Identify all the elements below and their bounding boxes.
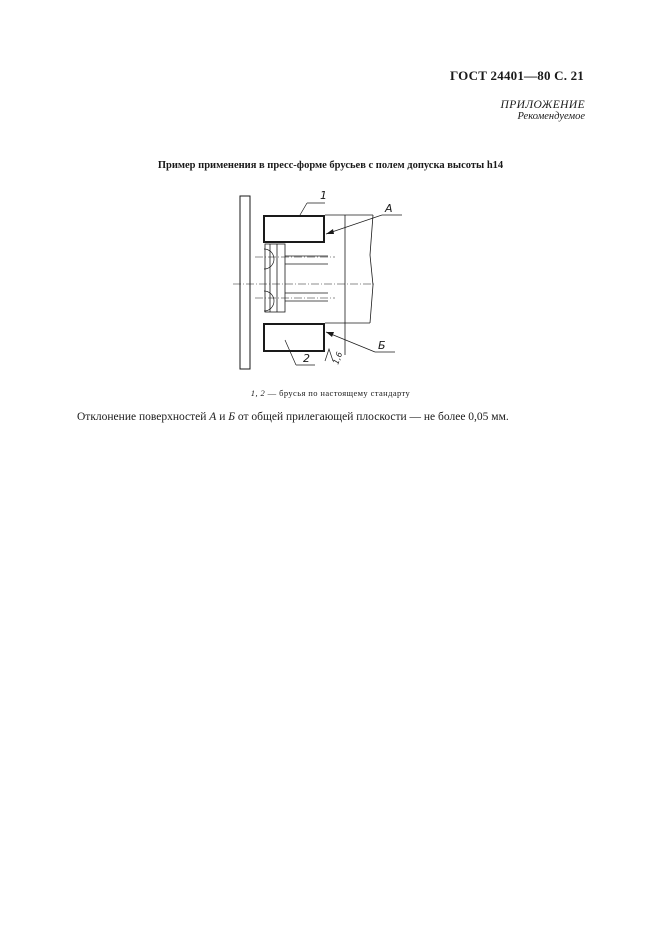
pin-arc-top	[264, 249, 274, 269]
pin-features	[264, 249, 328, 311]
bar-1	[264, 216, 324, 242]
appendix-block	[501, 100, 585, 122]
appendix-label: ПРИЛОЖЕНИЕ	[500, 99, 585, 111]
label-b: Б	[378, 339, 386, 352]
figure-caption	[0, 388, 661, 398]
leader-1	[300, 203, 307, 215]
break-line	[370, 215, 373, 323]
caption-text: — брусья по настоящему стандарту	[265, 388, 411, 398]
label-a: А	[385, 202, 393, 215]
central-block	[265, 244, 285, 312]
figure-title: Пример применения в пресс-форме брусьев с полем допуска высоты h14	[157, 160, 504, 171]
central-block-rect	[265, 244, 285, 312]
note-surface-b: Б	[228, 411, 236, 423]
leader-2	[285, 340, 296, 365]
mold-plate	[240, 196, 250, 369]
arrow-a	[326, 229, 334, 234]
pin-arc-bottom	[264, 291, 274, 311]
page-header-code: ГОСТ 24401—80 С. 21	[450, 68, 584, 83]
caption-parts: 1, 2	[250, 388, 266, 398]
press-mold-drawing	[225, 185, 410, 380]
appendix-status: Рекомендуемое	[517, 111, 585, 122]
leader-a	[326, 215, 382, 234]
note-surface-a: А	[209, 411, 217, 423]
label-1: 1	[320, 189, 327, 202]
center-lines	[233, 257, 375, 298]
note-middle: и	[216, 411, 229, 423]
left-plate	[240, 196, 250, 369]
label-roughness: 1,6	[331, 350, 345, 366]
arrow-b	[326, 332, 334, 337]
note-prefix: Отклонение поверхностей	[77, 411, 210, 423]
label-2: 2	[303, 352, 310, 365]
bars	[264, 216, 324, 351]
leader-b	[326, 332, 375, 352]
note-suffix: от общей прилегающей плоскости — не более 0,05 мм.	[235, 411, 509, 423]
bar-2	[264, 324, 324, 351]
note-text	[77, 411, 509, 423]
arrowheads	[326, 229, 334, 337]
